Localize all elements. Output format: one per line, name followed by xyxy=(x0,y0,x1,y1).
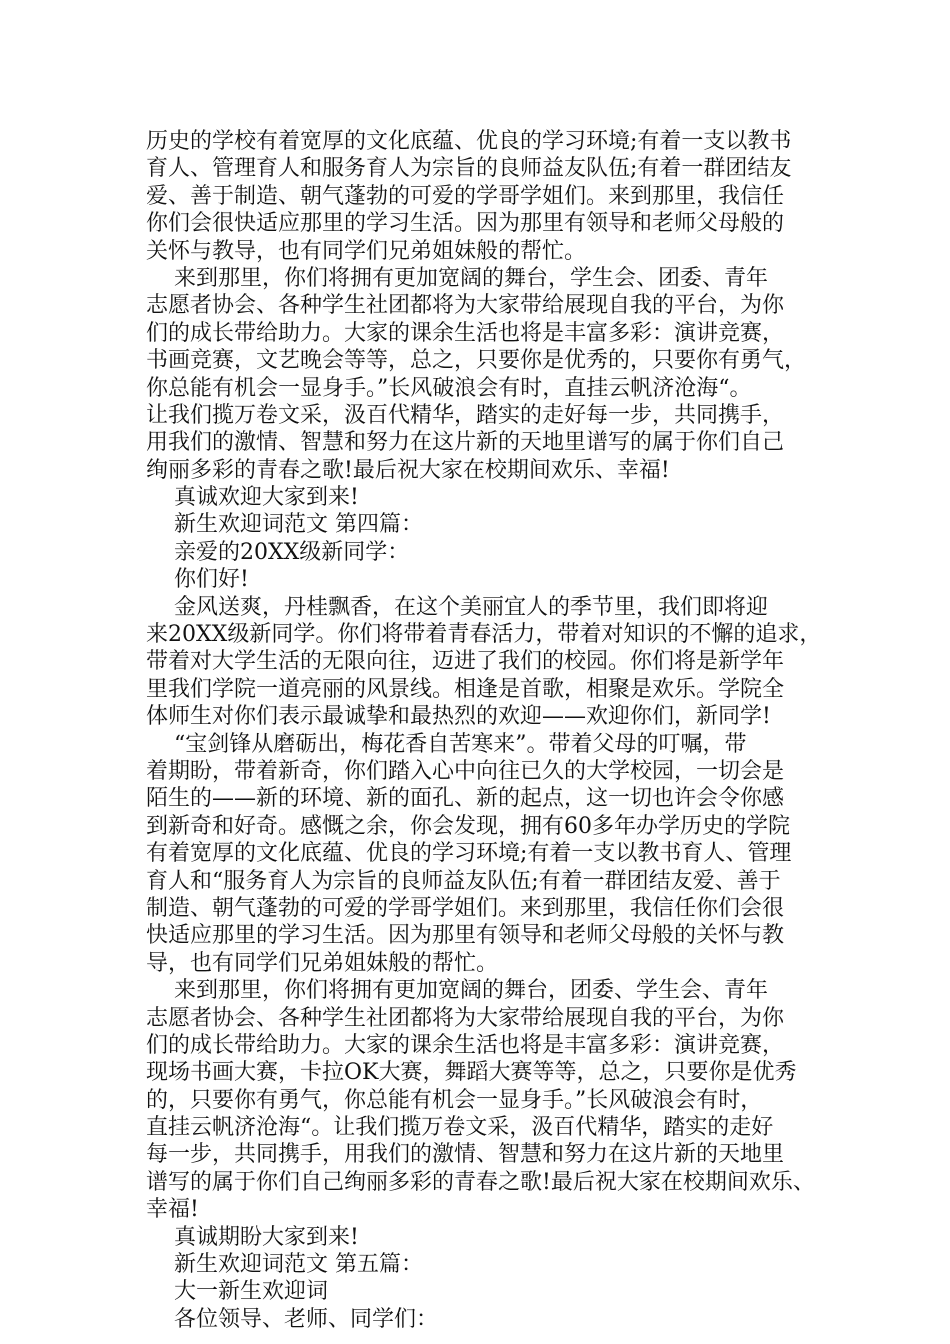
text-line: 快适应那里的学习生活。因为那里有领导和老师父母般的关怀与教 xyxy=(146,923,785,949)
section-heading: 新生欢迎词范文 第五篇： xyxy=(146,1252,423,1278)
text-line: 制造、朝气蓬勃的可爱的学哥学姐们。来到那里，我信任你们会很 xyxy=(146,895,785,921)
text-line: 爱、善于制造、朝气蓬勃的可爱的学哥学姐们。来到那里，我信任 xyxy=(146,183,785,209)
text-line: 你总能有机会一显身手。”长风破浪会有时，直挂云帆济沧海“。 xyxy=(146,375,752,401)
text-line: 志愿者协会、各种学生社团都将为大家带给展现自我的平台，为你 xyxy=(146,293,785,319)
text-line: 着期盼，带着新奇，你们踏入心中向往已久的大学校园，一切会是 xyxy=(146,758,785,784)
text-line: 真诚期盼大家到来! xyxy=(146,1224,359,1250)
text-line: 育人和“服务育人为宗旨的良师益友队伍;有着一群团结友爱、善于 xyxy=(146,868,781,894)
text-line: 金风送爽，丹桂飘香，在这个美丽宜人的季节里，我们即将迎 xyxy=(146,594,768,620)
salutation: 亲爱的20XX级新同学： xyxy=(146,539,410,565)
text-line: 带着对大学生活的无限向往，迈进了我们的校园。你们将是新学年 xyxy=(146,649,785,675)
text-line: 来到那里，你们将拥有更加宽阔的舞台，学生会、团委、青年 xyxy=(146,265,768,291)
text-line: 直挂云帆济沧海“。让我们揽万卷文采，汲百代精华，踏实的走好 xyxy=(146,1115,774,1141)
text-line: 每一步，共同携手，用我们的激情、智慧和努力在这片新的天地里 xyxy=(146,1142,785,1168)
text-line: 用我们的激情、智慧和努力在这片新的天地里谱写的属于你们自己 xyxy=(146,430,785,456)
text-line: 们的成长带给助力。大家的课余生活也将是丰富多彩：演讲竞赛， xyxy=(146,320,785,346)
text-line: “宝剑锋从磨砺出，梅花香自苦寒来”。带着父母的叮嘱，带 xyxy=(146,731,747,757)
text-line: 书画竞赛，文艺晚会等等，总之，只要你是优秀的，只要你有勇气， xyxy=(146,348,807,374)
text-line: 现场书画大赛，卡拉OK大赛，舞蹈大赛等等，总之，只要你是优秀 xyxy=(146,1060,797,1086)
text-line: 到新奇和好奇。感慨之余，你会发现，拥有60多年办学历史的学院 xyxy=(146,813,790,839)
text-line: 来到那里，你们将拥有更加宽阔的舞台，团委、学生会、青年 xyxy=(146,978,768,1004)
salutation: 各位领导、老师、同学们： xyxy=(146,1306,438,1332)
text-line: 志愿者协会、各种学生社团都将为大家带给展现自我的平台，为你 xyxy=(146,1005,785,1031)
text-line: 谱写的属于你们自己绚丽多彩的青春之歌!最后祝大家在校期间欢乐、 xyxy=(146,1169,815,1195)
section-subtitle: 大一新生欢迎词 xyxy=(146,1279,328,1305)
text-line: 里我们学院一道亮丽的风景线。相逢是首歌，相聚是欢乐。学院全 xyxy=(146,676,785,702)
section-heading: 新生欢迎词范文 第四篇： xyxy=(146,512,423,538)
text-line: 有着宽厚的文化底蕴、优良的学习环境;有着一支以教书育人、管理 xyxy=(146,841,792,867)
text-line: 育人、管理育人和服务育人为宗旨的良师益友队伍;有着一群团结友 xyxy=(146,156,792,182)
text-line: 历史的学校有着宽厚的文化底蕴、优良的学习环境;有着一支以教书 xyxy=(146,129,792,154)
greeting: 你们好! xyxy=(146,567,249,593)
text-line: 来20XX级新同学。你们将带着青春活力，带着对知识的不懈的追求， xyxy=(146,622,822,648)
text-line: 绚丽多彩的青春之歌!最后祝大家在校期间欢乐、幸福! xyxy=(146,457,670,483)
text-line: 体师生对你们表示最诚挚和最热烈的欢迎——欢迎你们，新同学! xyxy=(146,704,771,730)
text-line: 你们会很快适应那里的学习生活。因为那里有领导和老师父母般的 xyxy=(146,211,785,237)
text-line: 让我们揽万卷文采，汲百代精华，踏实的走好每一步，共同携手， xyxy=(146,402,785,428)
text-line: 们的成长带给助力。大家的课余生活也将是丰富多彩：演讲竞赛， xyxy=(146,1032,785,1058)
text-line: 的，只要你有勇气，你总能有机会一显身手。”长风破浪会有时， xyxy=(146,1087,763,1113)
text-line: 导，也有同学们兄弟姐妹般的帮忙。 xyxy=(146,950,499,976)
text-line: 幸福! xyxy=(146,1197,199,1223)
text-line: 陌生的——新的环境、新的面孔、新的起点，这一切也许会令你感 xyxy=(146,786,785,812)
text-line: 真诚欢迎大家到来! xyxy=(146,485,359,511)
document-body xyxy=(146,128,826,1333)
text-line: 关怀与教导，也有同学们兄弟姐妹般的帮忙。 xyxy=(146,238,587,264)
